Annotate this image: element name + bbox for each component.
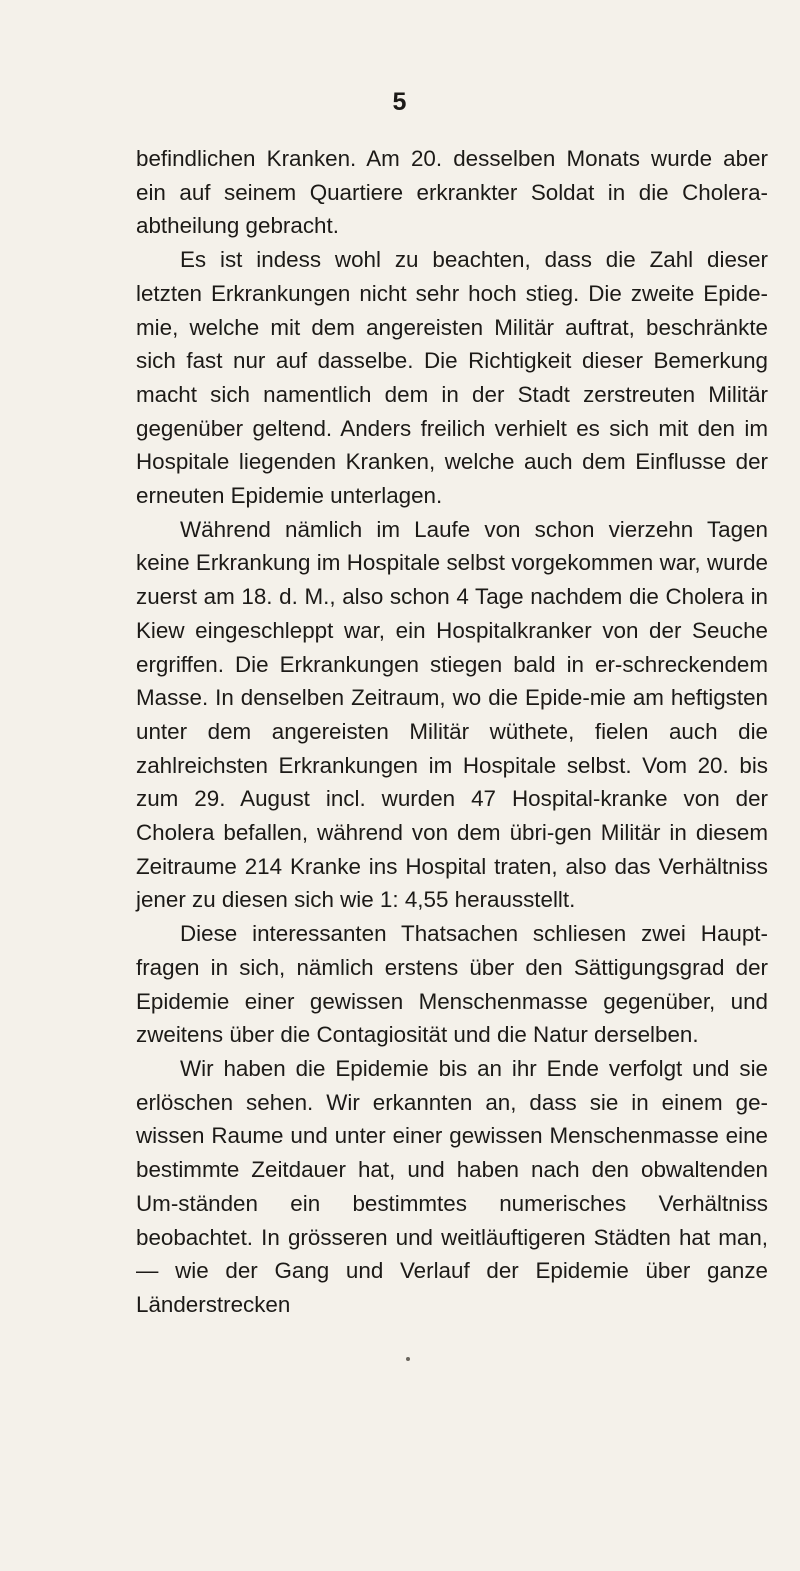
paragraph: Diese interessanten Thatsachen schliesen zwei Haupt-fragen in sich, nämlich erstens über den Sättigungsgrad der Epidemie einer gewissen Menschenmasse gegenüber, und zweitens über die Contagiosität und die Natur derselben.	[136, 921, 768, 1048]
page-number: 5	[392, 88, 408, 116]
ink-speck	[406, 1357, 410, 1361]
paragraph: Es ist indess wohl zu beachten, dass die Zahl dieser letzten Erkrankungen nicht sehr hoch stieg. Die zweite Epide-mie, welche mit dem angereisten Militär auftrat, beschränkte sich fast nur auf dasselbe. Die Richtigkeit dieser Bemerkung macht sich namentlich dem in der Stadt zerstreuten Militär gegenüber geltend. Anders freilich verhielt es sich mit den im Hospitale liegenden Kranken, welche auch dem Einflusse der erneuten Epidemie unterlagen.	[136, 247, 768, 509]
paragraph: Wir haben die Epidemie bis an ihr Ende verfolgt und sie erlöschen sehen. Wir erkannten an, dass sie in einem ge-wissen Raume und unter einer gewissen Menschenmasse eine bestimmte Zeitdauer hat, und haben nach den obwaltenden Um-ständen ein bestimmtes numerisches Verhältniss beobachtet. In grösseren und weitläuftigeren Städten hat man, — wie der Gang und Verlauf der Epidemie über ganze Länderstrecken	[136, 1055, 768, 1317]
body-text	[136, 142, 768, 1322]
paragraph: Während nämlich im Laufe von schon vierzehn Tagen keine Erkrankung im Hospitale selbst vorgekommen war, wurde zuerst am 18. d. M., also schon 4 Tage nachdem die Cholera in Kiew eingeschleppt war, ein Hospitalkranker von der Seuche ergriffen. Die Erkrankungen stiegen bald in er-schreckendem Masse. In denselben Zeitraum, wo die Epide-mie am heftigsten unter dem angereisten Militär wüthete, fielen auch die zahlreichsten Erkrankungen im Hospitale selbst. Vom 20. bis zum 29. August incl. wurden 47 Hospital-kranke von der Cholera befallen, während von dem übri-gen Militär in diesem Zeitraume 214 Kranke ins Hospital traten, also das Verhältniss jener zu diesen sich wie 1: 4,55 herausstellt.	[136, 516, 768, 913]
paragraph: befindlichen Kranken. Am 20. desselben Monats wurde aber ein auf seinem Quartiere erkrankter Soldat in die Cholera-abtheilung gebracht.	[136, 146, 768, 239]
